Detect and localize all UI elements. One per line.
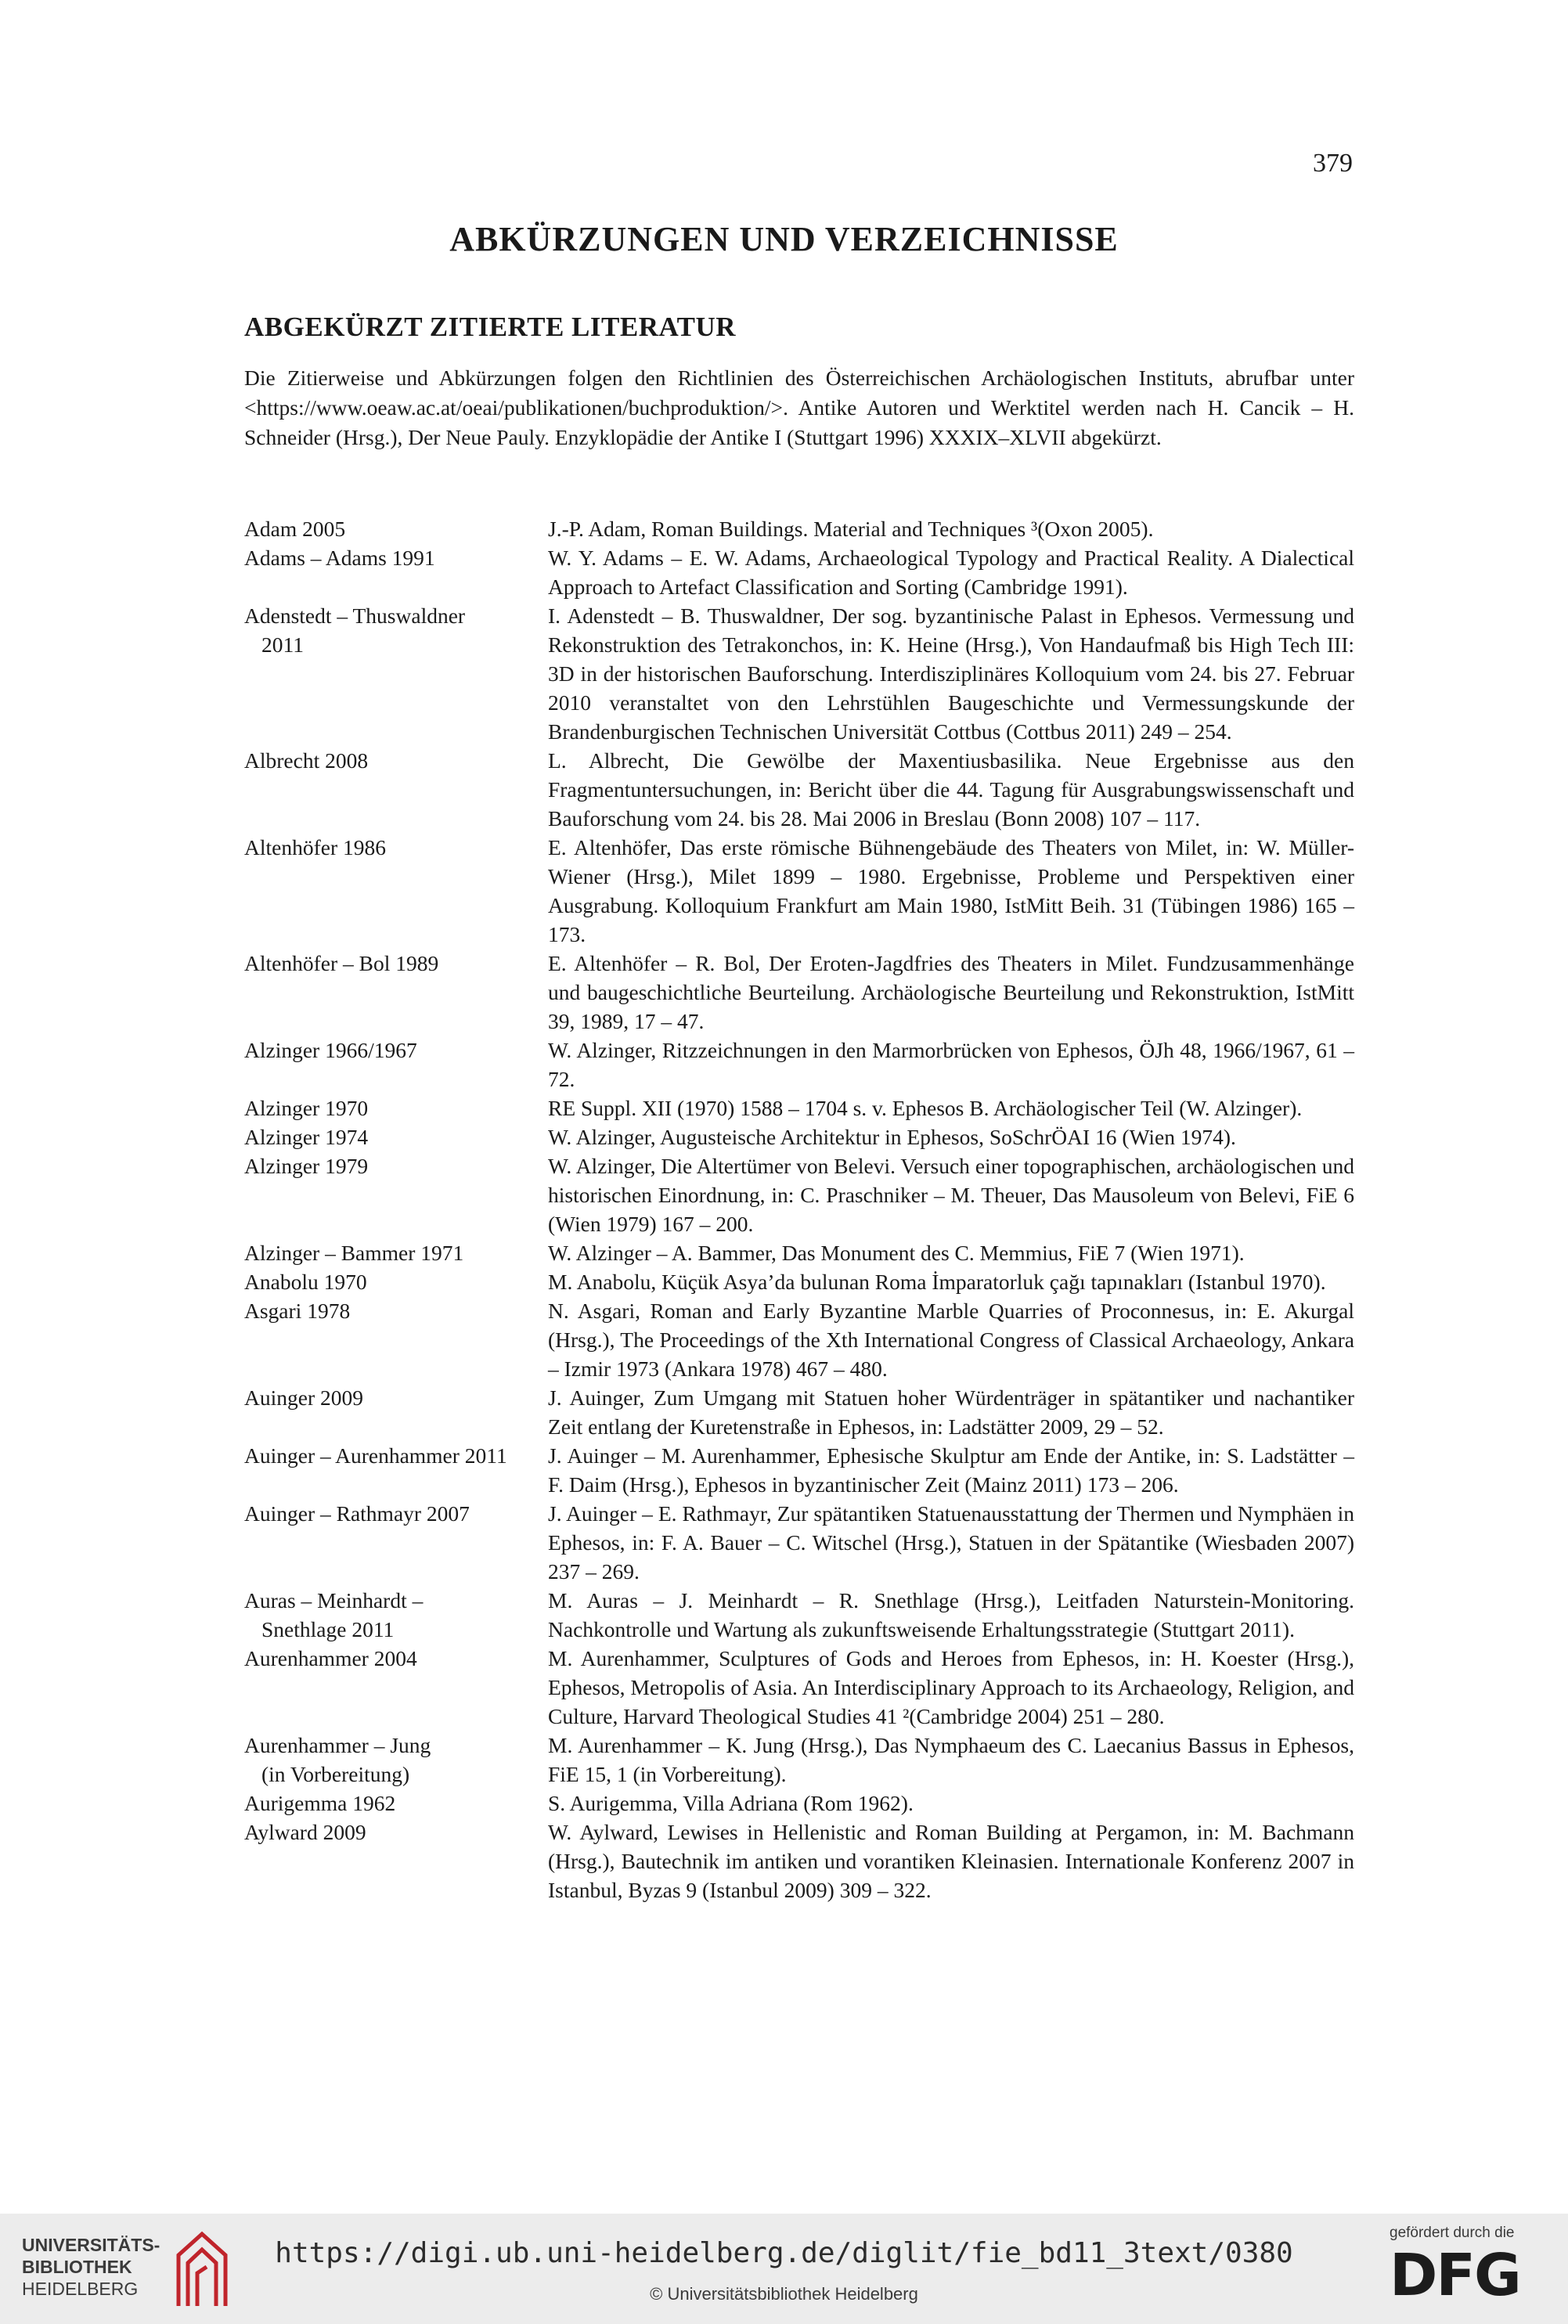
page-number: 379: [1313, 149, 1353, 178]
bibliography-entry: [244, 1036, 1354, 1094]
entry-abbreviation-line: (in Vorbereitung): [261, 1762, 410, 1786]
entry-abbreviation: [244, 1122, 548, 1151]
bibliography-entry: [244, 1499, 1354, 1586]
entry-citation: M. Auras – J. Meinhardt – R. Snethlage (Hrsg.), Leitfaden Naturstein-Monitoring. Nachkontrolle und Wartung als zukunftsweisende Erhaltungsstrategie (Stuttgart 2011).: [548, 1588, 1354, 1641]
entry-abbreviation: [244, 1296, 548, 1383]
bibliography-entry: [244, 1383, 1354, 1441]
entry-abbreviation-line: Aurenhammer – Jung: [244, 1733, 431, 1757]
bibliography-entry: [244, 1818, 1354, 1904]
dfg-logo: DFG: [1390, 2242, 1520, 2309]
bibliography-entry: [244, 1644, 1354, 1731]
entry-abbreviation-line: Alzinger – Bammer 1971: [244, 1241, 464, 1265]
entry-abbreviation: [244, 1441, 548, 1499]
entry-abbreviation-line: Auras – Meinhardt –: [244, 1588, 424, 1612]
bibliography-entry: [244, 1789, 1354, 1818]
entry-citation: W. Alzinger – A. Bammer, Das Monument des C. Memmius, FiE 7 (Wien 1971).: [548, 1241, 1245, 1265]
entry-abbreviation-line: Adenstedt – Thuswaldner: [244, 604, 466, 628]
entry-citation: RE Suppl. XII (1970) 1588 – 1704 s. v. Ephesos B. Archäologischer Teil (W. Alzinger).: [548, 1096, 1303, 1120]
entry-citation: N. Asgari, Roman and Early Byzantine Marble Quarries of Proconnesus, in: E. Akurgal (Hrsg.), The Proceedings of the Xth International Congress of Classical Archaeology, Ankara – Izmir 1973 (Ankara 1978) 467 – 480.: [548, 1299, 1354, 1381]
entry-abbreviation-line: 2011: [261, 632, 304, 657]
bibliography-entry: [244, 949, 1354, 1036]
entry-abbreviation-line: Auinger – Rathmayr 2007: [244, 1501, 470, 1526]
entry-abbreviation: [244, 514, 548, 543]
entry-abbreviation-line: Auinger – Aurenhammer 2011: [244, 1443, 507, 1468]
entry-abbreviation-line: Alzinger 1974: [244, 1125, 369, 1149]
library-name-line3: HEIDELBERG: [22, 2279, 139, 2299]
entry-citation: W. Aylward, Lewises in Hellenistic and Roman Building at Pergamon, in: M. Bachmann (Hrsg.), Bautechnik im antiken und vorantiken Kleinasien. Internationale Konferenz 2007 in Istanbul, Byzas 9 (Istanbul 2009) 309 – 322.: [548, 1820, 1354, 1902]
entry-citation: W. Y. Adams – E. W. Adams, Archaeological Typology and Practical Reality. A Dialectical Approach to Artefact Classification and Sorting (Cambridge 1991).: [548, 546, 1354, 599]
entry-citation: M. Aurenhammer – K. Jung (Hrsg.), Das Nymphaeum des C. Laecanius Bassus in Ephesos, FiE 15, 1 (in Vorbereitung).: [548, 1733, 1354, 1786]
bibliography-entry: [244, 833, 1354, 949]
bibliography-entry: [244, 1586, 1354, 1644]
entry-abbreviation-line: Alzinger 1970: [244, 1096, 369, 1120]
entry-citation: M. Aurenhammer, Sculptures of Gods and Heroes from Ephesos, in: H. Koester (Hrsg.), Ephesos, Metropolis of Asia. An Interdisciplinary Approach to its Archaeology, Religion, and Culture, Harvard Theological Studies 41 ²(Cambridge 2004) 251 – 280.: [548, 1646, 1354, 1728]
bibliography-entry: [244, 1151, 1354, 1238]
bibliography-entry: [244, 1296, 1354, 1383]
bibliography-entry: [244, 1731, 1354, 1789]
entry-abbreviation-line: Asgari 1978: [244, 1299, 351, 1323]
entry-abbreviation-line: Alzinger 1979: [244, 1154, 369, 1178]
entry-abbreviation-line: Altenhöfer 1986: [244, 835, 386, 859]
section-title: ABGEKÜRZT ZITIERTE LITERATUR: [244, 312, 737, 342]
bibliography-list: [244, 514, 1354, 1904]
footer-bar: [0, 2214, 1568, 2324]
library-name-line2: BIBLIOTHEK: [22, 2257, 132, 2277]
entry-abbreviation-line: Aurenhammer 2004: [244, 1646, 417, 1670]
intro-paragraph: Die Zitierweise und Abkürzungen folgen den Richtlinien des Österreichischen Archäologischen Instituts, abrufbar unter <https://www.oeaw.ac.at/oeai/publikationen/buchproduktion/>. Antike Autoren und Werktitel werden nach H. Cancik – H. Schneider (Hrsg.), Der Neue Pauly. Enzyklopädie der Antike I (Stuttgart 1996) XXXIX–XLVII abgekürzt.: [244, 366, 1354, 449]
entry-abbreviation: [244, 1267, 548, 1296]
entry-citation: L. Albrecht, Die Gewölbe der Maxentiusbasilika. Neue Ergebnisse aus den Fragmentuntersuchungen, in: Bericht über die 44. Tagung für Ausgrabungswissenschaft und Bauforschung vom 24. bis 28. Mai 2006 in Breslau (Bonn 2008) 107 – 117.: [548, 748, 1354, 831]
bibliography-entry: [244, 1122, 1354, 1151]
bibliography-entry: [244, 746, 1354, 833]
source-url[interactable]: https://digi.ub.uni-heidelberg.de/diglit/fie_bd11_3text/0380: [275, 2237, 1293, 2269]
entry-abbreviation: [244, 1499, 548, 1586]
entry-abbreviation-line: Adams – Adams 1991: [244, 546, 435, 570]
bibliography-entry: [244, 1094, 1354, 1122]
entry-citation: W. Alzinger, Die Altertümer von Belevi. Versuch einer topographischen, archäologischen und historischen Einordnung, in: C. Praschniker – M. Theuer, Das Mausoleum von Belevi, FiE 6 (Wien 1979) 167 – 200.: [548, 1154, 1354, 1236]
entry-citation: J. Auinger – E. Rathmayr, Zur spätantiken Statuenausstattung der Thermen und Nymphäen in Ephesos, in: F. A. Bauer – C. Witschel (Hrsg.), Statuen in der Spätantike (Wiesbaden 2007) 237 – 269.: [548, 1501, 1354, 1584]
funding-label: gefördert durch die: [1390, 2225, 1515, 2241]
bibliography-entry: [244, 543, 1354, 601]
entry-abbreviation-line: Albrecht 2008: [244, 748, 369, 773]
entry-citation: E. Altenhöfer, Das erste römische Bühnengebäude des Theaters von Milet, in: W. Müller-Wiener (Hrsg.), Milet 1899 – 1980. Ergebnisse, Probleme und Perspektiven einer Ausgrabung. Kolloquium Frankfurt am Main 1980, IstMitt Beih. 31 (Tübingen 1986) 165 – 173.: [548, 835, 1354, 946]
entry-abbreviation-line: Alzinger 1966/1967: [244, 1038, 417, 1062]
entry-abbreviation: [244, 949, 548, 1036]
page-title: ABKÜRZUNGEN UND VERZEICHNISSE: [449, 220, 1119, 258]
entry-abbreviation: [244, 1036, 548, 1094]
entry-abbreviation: [244, 1818, 548, 1904]
entry-abbreviation: [244, 601, 548, 746]
entry-abbreviation: [244, 1586, 548, 1644]
entry-abbreviation: [244, 833, 548, 949]
copyright-notice: © Universitätsbibliothek Heidelberg: [650, 2284, 918, 2304]
entry-abbreviation: [244, 543, 548, 601]
entry-citation: J. Auinger – M. Aurenhammer, Ephesische Skulptur am Ende der Antike, in: S. Ladstätter – F. Daim (Hrsg.), Ephesos in byzantinischer Zeit (Mainz 2011) 173 – 206.: [548, 1443, 1354, 1497]
library-name-line1: UNIVERSITÄTS-: [22, 2235, 160, 2255]
entry-abbreviation: [244, 1151, 548, 1238]
bibliography-entry: [244, 1238, 1354, 1267]
dfg-funding: [1390, 2225, 1538, 2309]
bibliography-entry: [244, 514, 1354, 543]
entry-abbreviation-line: Adam 2005: [244, 517, 346, 541]
entry-citation: S. Aurigemma, Villa Adriana (Rom 1962).: [548, 1791, 914, 1815]
entry-abbreviation: [244, 1789, 548, 1818]
entry-citation: J.-P. Adam, Roman Buildings. Material and Techniques ³(Oxon 2005).: [548, 517, 1154, 541]
entry-citation: E. Altenhöfer – R. Bol, Der Eroten-Jagdfries des Theaters in Milet. Fundzusammenhänge und baugeschichtliche Beurteilung. Archäologische Beurteilung und Rekonstruktion, IstMitt 39, 1989, 17 – 47.: [548, 951, 1354, 1033]
entry-abbreviation-line: Aurigemma 1962: [244, 1791, 396, 1815]
entry-abbreviation: [244, 1094, 548, 1122]
entry-abbreviation-line: Altenhöfer – Bol 1989: [244, 951, 439, 975]
bibliography-entry: [244, 1441, 1354, 1499]
entry-abbreviation: [244, 1383, 548, 1441]
entry-abbreviation: [244, 746, 548, 833]
bibliography-entry: [244, 1267, 1354, 1296]
entry-citation: W. Alzinger, Augusteische Architektur in Ephesos, SoSchrÖAI 16 (Wien 1974).: [548, 1125, 1236, 1149]
entry-citation: J. Auinger, Zum Umgang mit Statuen hoher Würdenträger in spätantiker und nachantiker Zeit entlang der Kuretenstraße in Ephesos, in: Ladstätter 2009, 29 – 52.: [548, 1385, 1354, 1439]
entry-citation: W. Alzinger, Ritzzeichnungen in den Marmorbrücken von Ephesos, ÖJh 48, 1966/1967, 61 – 72.: [548, 1038, 1354, 1091]
entry-abbreviation: [244, 1644, 548, 1731]
entry-abbreviation-line: Snethlage 2011: [261, 1617, 395, 1641]
entry-abbreviation-line: Anabolu 1970: [244, 1270, 367, 1294]
entry-abbreviation: [244, 1731, 548, 1789]
entry-citation: I. Adenstedt – B. Thuswaldner, Der sog. byzantinische Palast in Ephesos. Vermessung und Rekonstruktion des Tetrakonchos, in: K. Heine (Hrsg.), Von Handaufmaß bis High Tech III: 3D in der historischen Bauforschung. Interdisziplinäres Kolloquium vom 24. bis 27. Februar 2010 veranstaltet von den Lehrstühlen Baugeschichte und Vermessungskunde der Brandenburgischen Technischen Universität Cottbus (Cottbus 2011) 249 – 254.: [548, 604, 1354, 744]
entry-abbreviation: [244, 1238, 548, 1267]
entry-abbreviation-line: Auinger 2009: [244, 1385, 363, 1410]
entry-citation: M. Anabolu, Küçük Asya’da bulunan Roma İmparatorluk çağı tapınakları (Istanbul 1970).: [548, 1270, 1326, 1294]
bibliography-entry: [244, 601, 1354, 746]
entry-abbreviation-line: Aylward 2009: [244, 1820, 366, 1844]
